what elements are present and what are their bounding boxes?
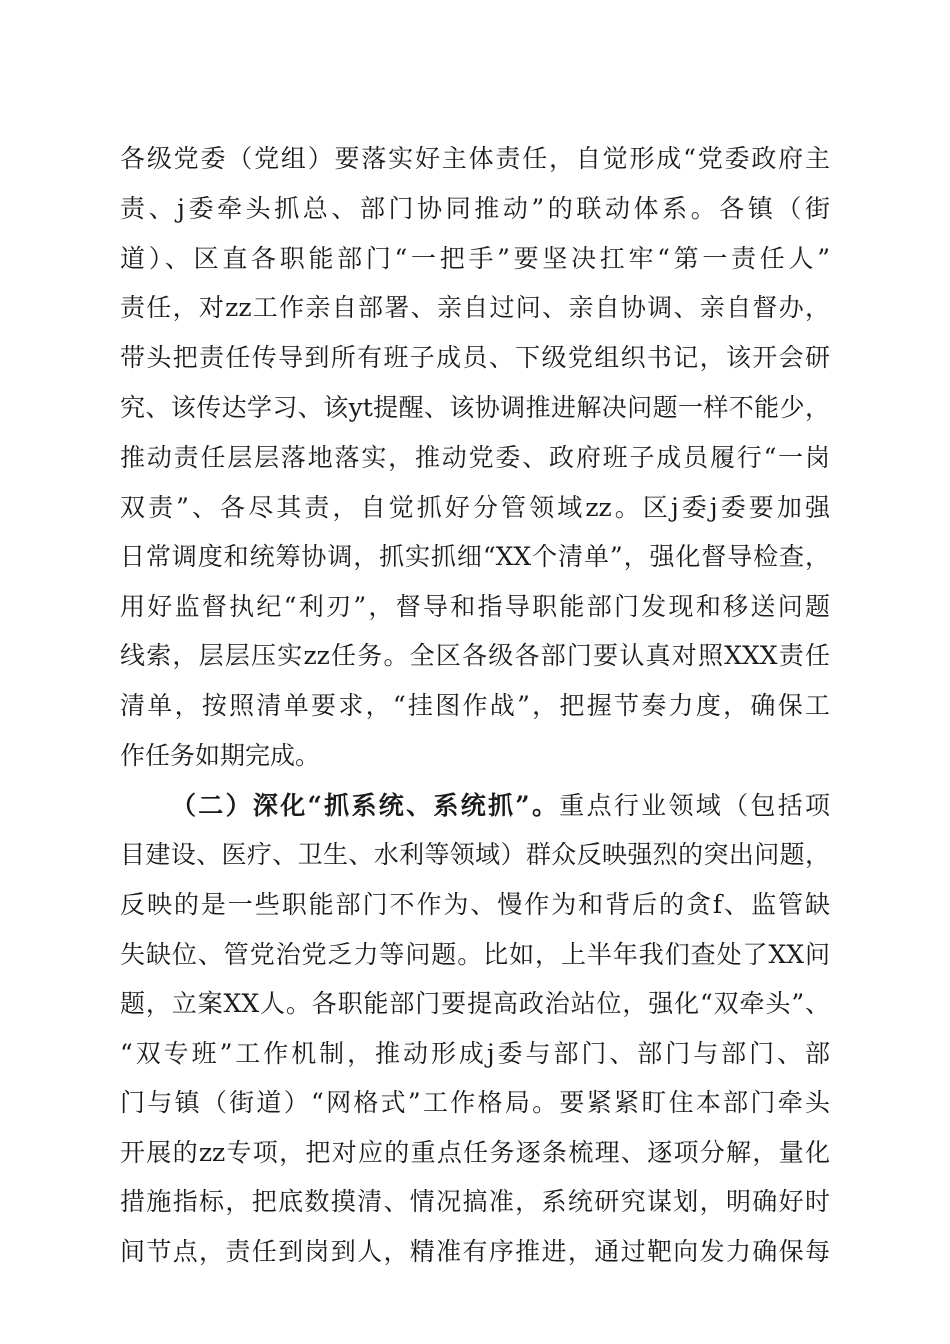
- text-line: 各级党委（党组）要落实好主体责任，自觉形成“党委政府主: [120, 144, 830, 173]
- text-line: 失缺位、管党治党乏力等问题。比如，上半年我们查处了XX问: [120, 940, 830, 969]
- text-line: 线索，层层压实zz任务。全区各级各部门要认真对照XXX责任: [120, 641, 830, 670]
- text-line: 开展的zz专项，把对应的重点任务逐条梳理、逐项分解，量化: [120, 1138, 830, 1167]
- text-line: 清单，按照清单要求，“挂图作战”，把握节奏力度，确保工: [120, 691, 830, 720]
- text-line: 门与镇（街道）“网格式”工作格局。要紧紧盯住本部门牵头: [120, 1088, 830, 1117]
- text-line: 措施指标，把底数摸清、情况搞准，系统研究谋划，明确好时: [120, 1187, 830, 1216]
- text-line: 题，立案XX人。各职能部门要提高政治站位，强化“双牵头”、: [120, 989, 830, 1018]
- text-line: 作任务如期完成。: [120, 741, 321, 770]
- text-line: 反映的是一些职能部门不作为、慢作为和背后的贪f、监管缺: [120, 890, 830, 919]
- text-line: 责、j委牵头抓总、部门协同推动”的联动体系。各镇（街: [120, 194, 830, 223]
- text-line: 双责”、各尽其责，自觉抓好分管领域zz。区j委j委要加强: [120, 493, 830, 522]
- text-line: 责任，对zz工作亲自部署、亲自过问、亲自协调、亲自督办，: [120, 293, 830, 322]
- text-line: 推动责任层层落地落实，推动党委、政府班子成员履行“一岗: [120, 443, 830, 472]
- text-line: 间节点，责任到岗到人，精准有序推进，通过靶向发力确保每: [120, 1237, 830, 1266]
- heading-line-text: 重点行业领域（包括项: [559, 791, 830, 820]
- section-heading: （二）深化“抓系统、系统抓”。: [171, 791, 560, 820]
- section-heading-line: [171, 784, 830, 828]
- text-line: 道）、区直各职能部门“一把手”要坚决扛牢“第一责任人”: [120, 244, 830, 273]
- text-line: 用好监督执纪“利刃”，督导和指导职能部门发现和移送问题: [120, 592, 830, 621]
- text-line: 究、该传达学习、该yt提醒、该协调推进解决问题一样不能少，: [120, 393, 830, 422]
- text-line: 目建设、医疗、卫生、水利等领域）群众反映强烈的突出问题，: [120, 840, 830, 869]
- text-line: 日常调度和统筹协调，抓实抓细“XX个清单”，强化督导检查，: [120, 542, 830, 571]
- text-line: 带头把责任传导到所有班子成员、下级党组织书记，该开会研: [120, 343, 830, 372]
- text-line: “双专班”工作机制，推动形成j委与部门、部门与部门、部: [120, 1039, 830, 1068]
